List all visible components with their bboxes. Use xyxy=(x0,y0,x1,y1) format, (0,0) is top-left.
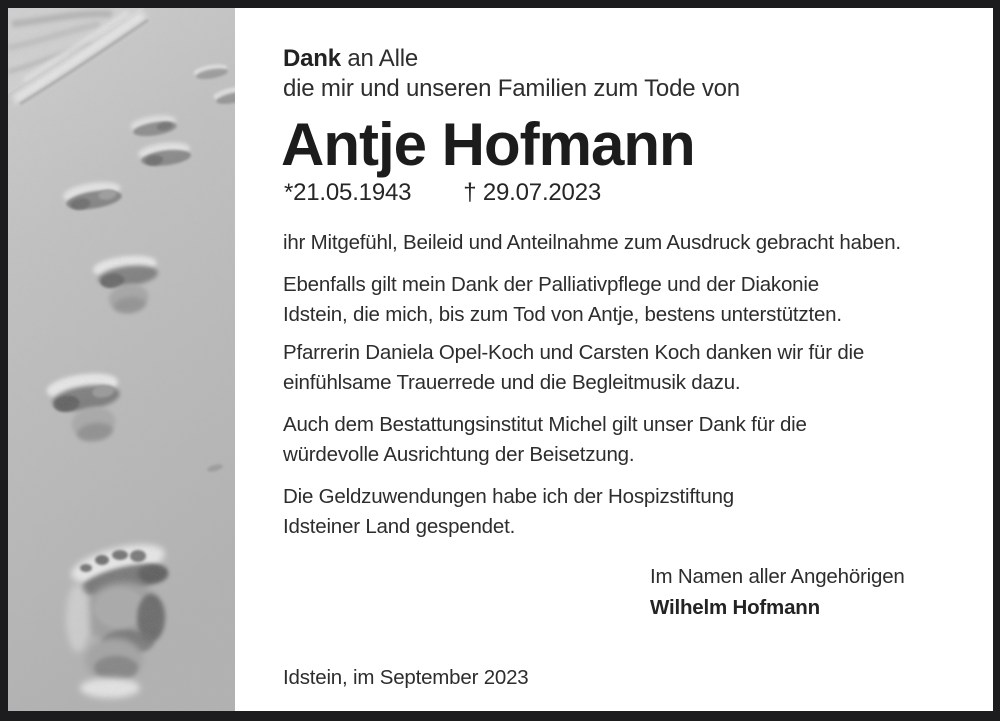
frame-border-right xyxy=(993,0,1000,721)
signature-name: Wilhelm Hofmann xyxy=(650,596,820,619)
footprints-in-sand-illustration xyxy=(8,8,235,711)
intro-bold-word: Dank xyxy=(283,45,341,72)
intro-lines xyxy=(283,44,740,104)
closing-line: Im Namen aller Angehörigen xyxy=(650,565,905,588)
place-date: Idstein, im September 2023 xyxy=(283,666,529,689)
thanks-paragraph-4: Auch dem Bestattungsinstitut Michel gilt unser Dank für die würdevolle Ausrichtung der Beisetzung. xyxy=(283,413,807,466)
intro-line-2: die mir und unseren Familien zum Tode von xyxy=(283,75,740,102)
life-dates xyxy=(284,181,601,205)
thanks-paragraph-3: Pfarrerin Daniela Opel-Koch und Carsten Koch danken wir für die einfühlsame Trauerrede und die Begleitmusik dazu. xyxy=(283,341,865,394)
thanks-paragraph-2: Ebenfalls gilt mein Dank der Palliativpflege und der Diakonie Idstein, die mich, bis zum Tod von Antje, bestens unterstützten. xyxy=(283,273,842,326)
deceased-name: Antje Hofmann xyxy=(281,111,695,178)
thanks-paragraph-1: ihr Mitgefühl, Beileid und Anteilnahme zum Ausdruck gebracht haben. xyxy=(283,231,901,254)
intro-line-1 xyxy=(283,44,740,74)
frame-border-top xyxy=(0,0,1000,8)
sand-texture-fine xyxy=(8,8,235,711)
birth-date: *21.05.1943 xyxy=(284,179,412,206)
death-date: † 29.07.2023 xyxy=(463,179,601,206)
thanks-paragraph-5: Die Geldzuwendungen habe ich der Hospizstiftung Idsteiner Land gespendet. xyxy=(283,485,734,538)
intro-rest: an Alle xyxy=(340,45,419,72)
footprints-photo xyxy=(8,8,235,711)
frame-border-left xyxy=(0,0,8,721)
closing-signature xyxy=(650,561,905,623)
frame-border-bottom xyxy=(0,711,1000,721)
